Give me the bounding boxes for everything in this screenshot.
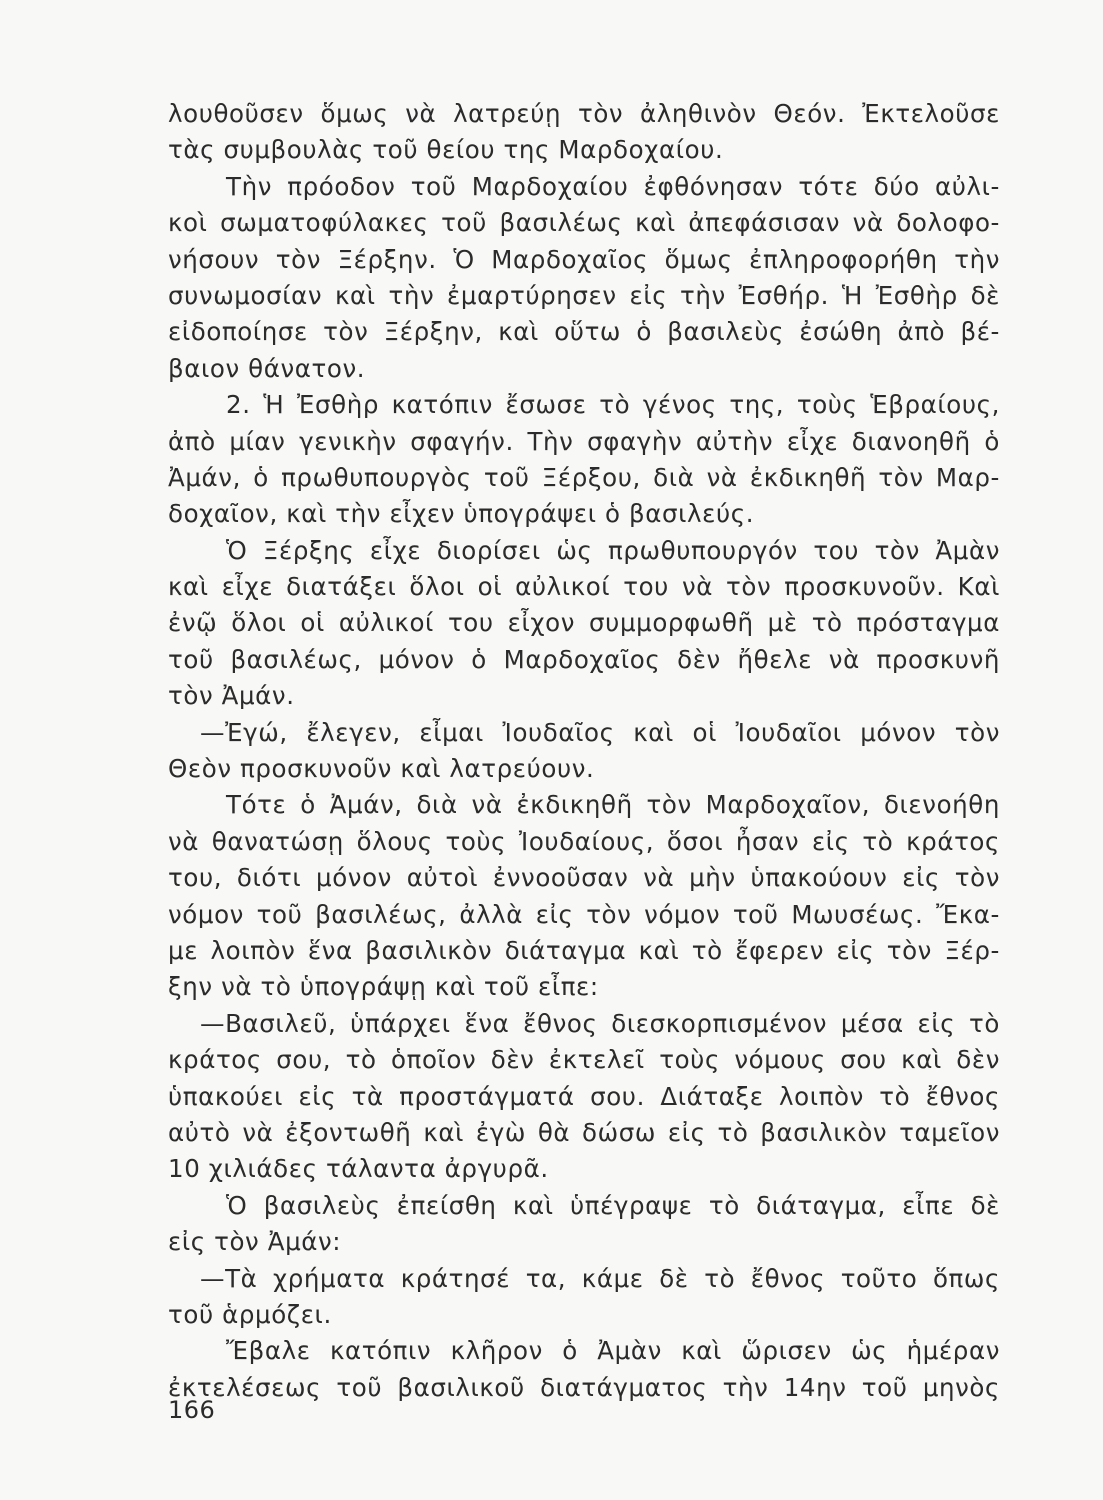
text-line: τὸν Ἀμάν. (168, 681, 295, 711)
text-line: δοχαῖον, καὶ τὴν εἶχεν ὑπογράψει ὁ βασιλεύς. (168, 499, 755, 529)
text-line: —Βασιλεῦ, ὑπάρχει ἕνα ἔθνος διεσκορπισμένον μέσα εἰς τὸ (200, 1008, 1000, 1038)
text-line: 10 χιλιάδες τάλαντα ἀργυρᾶ. (168, 1154, 549, 1184)
text-line: ἀπὸ μίαν γενικὴν σφαγήν. Τὴν σφαγὴν αὐτὴν εἶχε διανοηθῆ ὁ (168, 426, 1000, 456)
text-line: εἰς τὸν Ἀμάν: (168, 1227, 342, 1257)
text-line: τοῦ βασιλέως, μόνον ὁ Μαρδοχαῖος δὲν ἤθελε νὰ προσκυνῆ (168, 644, 1000, 674)
text-line: —Ἐγώ, ἔλεγεν, εἶμαι Ἰουδαῖος καὶ οἱ Ἰουδαῖοι μόνον τὸν (200, 717, 1000, 747)
text-line: εἰδοποίησε τὸν Ξέρξην, καὶ οὕτω ὁ βασιλεὺς ἐσώθη ἀπὸ βέ- (168, 317, 1000, 347)
text-line: 2. Ἡ Ἐσθὴρ κατόπιν ἔσωσε τὸ γένος της, τοὺς Ἑβραίους, (226, 390, 1000, 420)
text-line: Ἔβαλε κατόπιν κλῆρον ὁ Ἀμὰν καὶ ὥρισεν ὡς ἡμέραν (226, 1336, 1000, 1366)
body-text (168, 96, 1000, 1406)
text-line: νὰ θανατώσῃ ὅλους τοὺς Ἰουδαίους, ὅσοι ἦσαν εἰς τὸ κράτος (168, 826, 1000, 856)
text-line: ἐκτελέσεως τοῦ βασιλικοῦ διατάγματος τὴν 14ην τοῦ μηνὸς (168, 1372, 1000, 1402)
text-line: Ὁ Ξέρξης εἶχε διορίσει ὡς πρωθυπουργόν του τὸν Ἀμὰν (226, 535, 1000, 565)
text-line: λουθοῦσεν ὅμως νὰ λατρεύῃ τὸν ἀληθινὸν Θεόν. Ἐκτελοῦσε (168, 99, 1000, 128)
text-line: του, διότι μόνον αὐτοὶ ἐννοοῦσαν νὰ μὴν ὑπακούουν εἰς τὸν (168, 863, 1000, 893)
text-line: νήσουν τὸν Ξέρξην. Ὁ Μαρδοχαῖος ὅμως ἐπληροφορήθη τὴν (168, 244, 1000, 274)
page-number: 166 (168, 1396, 216, 1424)
text-line: τὰς συμβουλὰς τοῦ θείου της Μαρδοχαίου. (168, 135, 724, 165)
text-line: συνωμοσίαν καὶ τὴν ἐμαρτύρησεν εἰς τὴν Ἐσθήρ. Ἡ Ἐσθὴρ δὲ (168, 280, 1000, 310)
text-line: Τότε ὁ Ἀμάν, διὰ νὰ ἐκδικηθῆ τὸν Μαρδοχαῖον, διενοήθη (226, 790, 1000, 820)
text-line: νόμον τοῦ βασιλέως, ἀλλὰ εἰς τὸν νόμον τοῦ Μωυσέως. Ἔκα- (168, 899, 1000, 929)
text-line: —Τὰ χρήματα κράτησέ τα, κάμε δὲ τὸ ἔθνος τοῦτο ὅπως (200, 1263, 1000, 1293)
text-line: Ἀμάν, ὁ πρωθυπουργὸς τοῦ Ξέρξου, διὰ νὰ ἐκδικηθῆ τὸν Μαρ- (168, 462, 1000, 492)
text-line: ὑπακούει εἰς τὰ προστάγματά σου. Διάταξε λοιπὸν τὸ ἔθνος (168, 1081, 1000, 1111)
text-line: βαιον θάνατον. (168, 353, 366, 383)
text-line: κράτος σου, τὸ ὁποῖον δὲν ἐκτελεῖ τοὺς νόμους σου καὶ δὲν (168, 1045, 1000, 1075)
text-line: ξην νὰ τὸ ὑπογράψῃ καὶ τοῦ εἶπε: (168, 972, 599, 1002)
text-line: τοῦ ἁρμόζει. (168, 1299, 332, 1329)
text-line: Τὴν πρόοδον τοῦ Μαρδοχαίου ἐφθόνησαν τότε δύο αὐλι- (226, 171, 1000, 201)
text-line: κοὶ σωματοφύλακες τοῦ βασιλέως καὶ ἀπεφάσισαν νὰ δολοφο- (168, 208, 1000, 238)
text-line: Ὁ βασιλεὺς ἐπείσθη καὶ ὑπέγραψε τὸ διάταγμα, εἶπε δὲ (226, 1190, 1000, 1220)
text-line: καὶ εἶχε διατάξει ὅλοι οἱ αὐλικοί του νὰ τὸν προσκυνοῦν. Καὶ (168, 572, 1000, 602)
text-line: Θεὸν προσκυνοῦν καὶ λατρεύουν. (168, 754, 595, 784)
text-line: ἐνῷ ὅλοι οἱ αὐλικοί του εἶχον συμμορφωθῆ μὲ τὸ πρόσταγμα (168, 608, 1000, 638)
text-line: με λοιπὸν ἕνα βασιλικὸν διάταγμα καὶ τὸ ἔφερεν εἰς τὸν Ξέρ- (168, 935, 1000, 965)
text-line: αὐτὸ νὰ ἐξοντωθῆ καὶ ἐγὼ θὰ δώσω εἰς τὸ βασιλικὸν ταμεῖον (168, 1117, 1000, 1147)
